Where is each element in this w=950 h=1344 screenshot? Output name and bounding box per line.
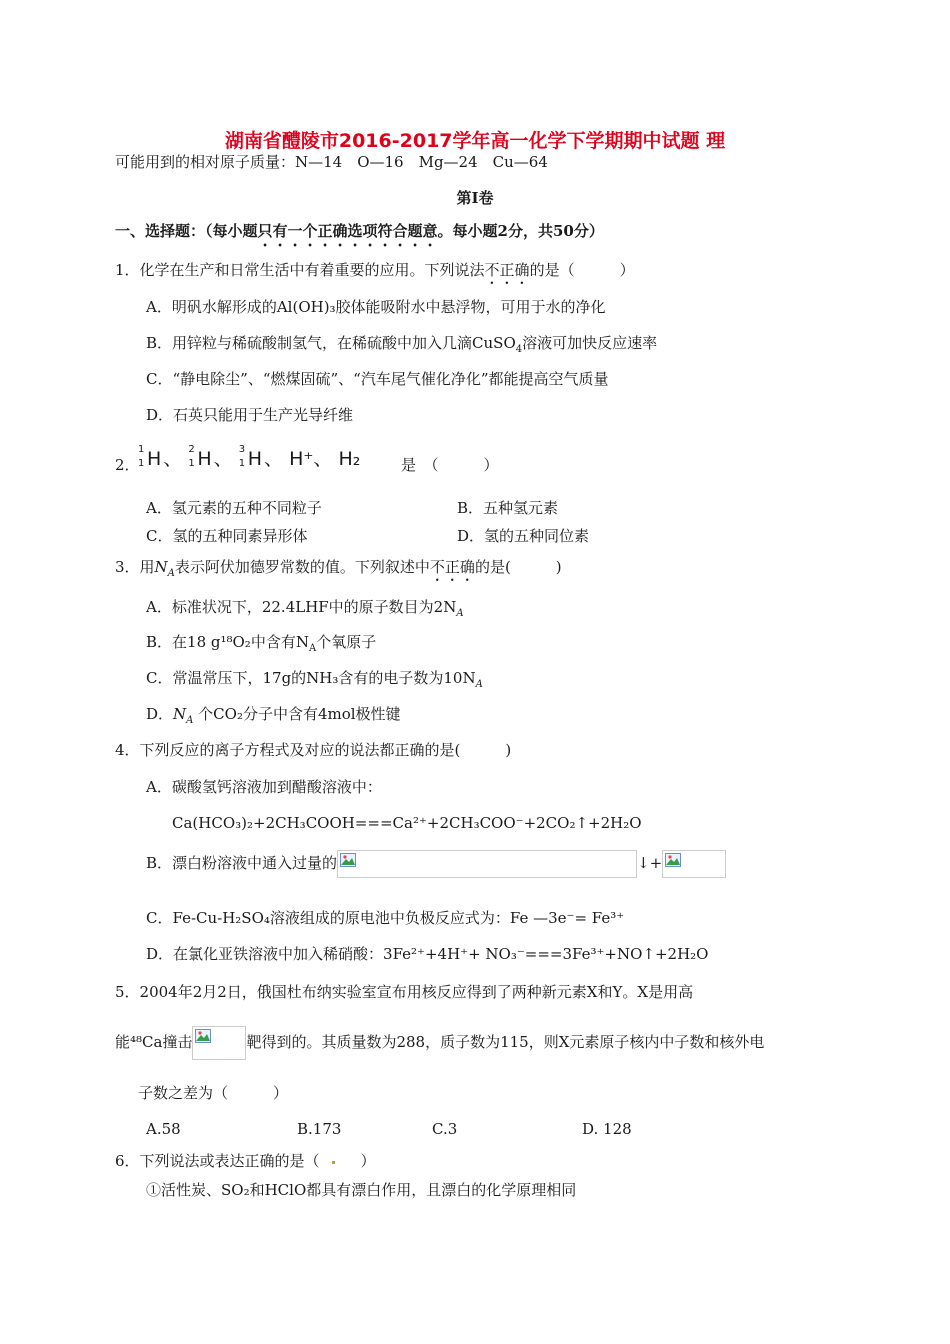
q1-stem-emphasis: 不正确 bbox=[484, 261, 530, 279]
q5-line-2-b: 靶得到的。其质量数为288，质子数为115，则X元素原子核内中子数和核外电 bbox=[246, 1033, 765, 1051]
q2-isotope-3-z: 1 bbox=[238, 458, 246, 469]
q3-option-a bbox=[146, 597, 464, 617]
page-title: 湖南省醴陵市2016-2017学年高一化学下学期期中试题 理 bbox=[224, 130, 726, 152]
q3-option-c-sub: A bbox=[475, 679, 483, 690]
q3-option-d-text: 个CO₂分子中含有4mol极性键 bbox=[198, 705, 401, 723]
broken-image-icon bbox=[340, 853, 356, 867]
q5-option-d: D. 128 bbox=[582, 1120, 632, 1138]
q2-isotope-formula bbox=[138, 444, 360, 471]
q2-option-a: A．氢元素的五种不同粒子 bbox=[146, 499, 322, 517]
stray-dot-mark bbox=[332, 1161, 335, 1164]
q3-option-d-na: N bbox=[173, 705, 187, 723]
q2-isotope-3 bbox=[238, 444, 263, 470]
q1-option-d: D．石英只能用于生产光导纤维 bbox=[146, 406, 354, 424]
q5-option-a: A.58 bbox=[146, 1120, 181, 1138]
q2-isotope-1-mass: 1 bbox=[138, 444, 145, 455]
q1-stem-b: 的是（ ） bbox=[529, 261, 635, 279]
q3-option-a-text: A．标准状况下，22.4LHF中的原子数目为2N bbox=[146, 598, 457, 616]
q2-isotope-1-symbol: H bbox=[147, 448, 162, 470]
q3-option-a-sub: A bbox=[456, 608, 464, 619]
q1-option-c: C．“静电除尘”、“燃煤固硫”、“汽车尾气催化净化”都能提高空气质量 bbox=[146, 370, 609, 388]
q2-sep-1: 、 bbox=[163, 448, 183, 470]
q3-na-sub: A bbox=[167, 568, 175, 579]
q6-stem-b: ） bbox=[345, 1152, 376, 1170]
q3-option-b-tail: 个氧原子 bbox=[316, 633, 377, 651]
q6-stem bbox=[115, 1151, 376, 1171]
q4-stem: 4．下列反应的离子方程式及对应的说法都正确的是( ) bbox=[115, 741, 512, 759]
q2-hplus: H⁺ bbox=[289, 448, 314, 470]
q3-option-b bbox=[146, 632, 376, 652]
q1-option-b bbox=[146, 333, 657, 353]
q3-option-b-sub: A bbox=[308, 643, 317, 654]
q3-stem bbox=[115, 557, 562, 585]
q1-stem bbox=[115, 260, 635, 288]
section-heading-emphasis: 只有一个正确选项符合题意 bbox=[257, 222, 438, 240]
q5-option-c: C.3 bbox=[432, 1120, 458, 1138]
q3-stem-b: 表示阿伏加德罗常数的值。下列叙述中 bbox=[174, 558, 430, 576]
q5-option-b: B.173 bbox=[297, 1120, 342, 1138]
q3-option-d-sub: A bbox=[186, 715, 194, 726]
q3-option-d-prefix: D． bbox=[146, 705, 174, 723]
q2-option-b: B．五种氢元素 bbox=[457, 499, 559, 517]
q3-option-b-text: B．在18 g¹⁸O₂中含有N bbox=[146, 633, 309, 651]
broken-image-icon bbox=[195, 1029, 211, 1043]
section-heading bbox=[115, 221, 604, 250]
q3-option-c-text: C．常温常压下，17g的NH₃含有的电子数为10N bbox=[146, 669, 476, 687]
missing-image-placeholder-2 bbox=[662, 850, 726, 878]
q4-option-a-equation: Ca(HCO₃)₂+2CH₃COOH===Ca²⁺+2CH₃COO⁻+2CO₂↑+2H₂O bbox=[172, 814, 642, 832]
atomic-mass-line: 可能用到的相对原子质量：N—14 O—16 Mg—24 Cu—64 bbox=[115, 153, 548, 171]
q5-line-2-a: 能⁴⁸Ca撞击 bbox=[115, 1033, 193, 1051]
q4-option-b-tail: ↓+ bbox=[637, 854, 663, 872]
q2-h2: H₂ bbox=[338, 448, 361, 470]
q2-isotope-1-z: 1 bbox=[138, 458, 145, 469]
q5-line-3: 子数之差为（ ） bbox=[138, 1084, 289, 1102]
broken-image-icon bbox=[665, 853, 681, 867]
q4-option-d: D．在氯化亚铁溶液中加入稀硝酸：3Fe²⁺+4H⁺+ NO₃⁻===3Fe³⁺+NO↑+2H₂O bbox=[146, 945, 709, 963]
missing-image-placeholder bbox=[337, 850, 637, 878]
q3-na: N bbox=[154, 558, 168, 576]
q2-isotope-2 bbox=[188, 444, 212, 470]
q1-stem-a: 1．化学在生产和日常生活中有着重要的应用。下列说法 bbox=[115, 261, 485, 279]
q1-option-b-sub: 4 bbox=[515, 344, 523, 355]
q3-stem-a: 3．用 bbox=[115, 558, 155, 576]
missing-image-placeholder-3 bbox=[192, 1026, 246, 1060]
q2-isotope-1 bbox=[138, 444, 162, 470]
q2-sep-4: 、 bbox=[313, 448, 333, 470]
q2-sep-2: 、 bbox=[213, 448, 233, 470]
q2-tail: 是 （ ） bbox=[401, 456, 499, 474]
q3-option-d bbox=[146, 704, 401, 724]
q5-line-1: 5．2004年2月2日，俄国杜布纳实验室宣布用核反应得到了两种新元素X和Y。X是用高 bbox=[115, 983, 694, 1001]
q2-isotope-3-symbol: H bbox=[247, 448, 263, 470]
volume-heading: 第Ⅰ卷 bbox=[456, 189, 494, 207]
q2-sep-3: 、 bbox=[264, 448, 284, 470]
q3-stem-c: 的是( ) bbox=[474, 558, 562, 576]
q2-option-c: C．氢的五种同素异形体 bbox=[146, 527, 308, 545]
q4-option-c: C．Fe-Cu-H₂SO₄溶液组成的原电池中负极反应式为：Fe —3e⁻= Fe³⁺ bbox=[146, 909, 625, 927]
q3-option-c bbox=[146, 668, 483, 688]
q2-isotope-2-z: 1 bbox=[188, 458, 195, 469]
q1-option-a: A．明矾水解形成的Al(OH)₃胶体能吸附水中悬浮物，可用于水的净化 bbox=[146, 298, 606, 316]
q4-option-b-text: B．漂白粉溶液中通入过量的 bbox=[146, 854, 338, 872]
q1-option-b-tail: 溶液可加快反应速率 bbox=[522, 334, 658, 352]
q6-stem-a: 6．下列说法或表达正确的是（ bbox=[115, 1152, 320, 1170]
q2-isotope-3-mass: 3 bbox=[238, 444, 246, 455]
q2-number: 2． bbox=[115, 456, 140, 474]
q2-option-d: D．氢的五种同位素 bbox=[457, 527, 590, 545]
q4-option-b bbox=[146, 848, 726, 878]
q5-line-2 bbox=[115, 1024, 764, 1060]
q3-stem-emphasis: 不正确 bbox=[429, 558, 475, 576]
q2-isotope-2-mass: 2 bbox=[188, 444, 195, 455]
section-heading-part-b: 。每小题2分，共50分） bbox=[437, 222, 604, 240]
q2-isotope-2-symbol: H bbox=[197, 448, 212, 470]
q4-option-a: A．碳酸氢钙溶液加到醋酸溶液中： bbox=[146, 778, 382, 796]
q1-option-b-text: B．用锌粒与稀硫酸制氢气，在稀硫酸中加入几滴CuSO bbox=[146, 334, 516, 352]
section-heading-part-a: 一、选择题：（每小题 bbox=[115, 222, 258, 240]
q6-item-1: ①活性炭、SO₂和HClO都具有漂白作用，且漂白的化学原理相同 bbox=[146, 1181, 577, 1199]
